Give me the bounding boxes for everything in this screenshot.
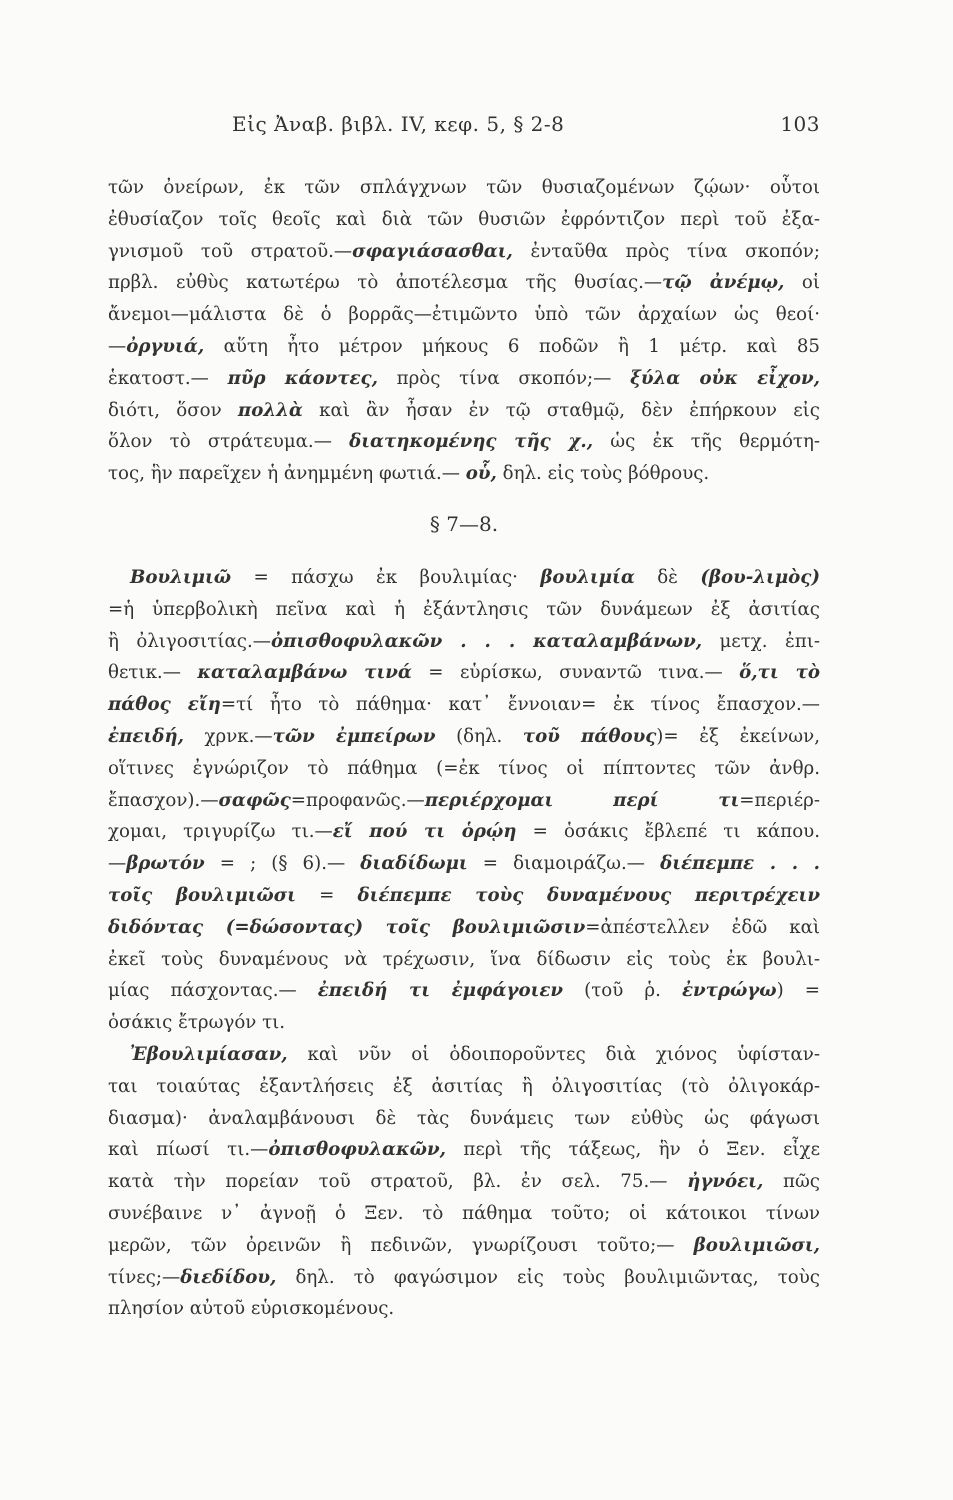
text-run: διασμα)· ἀναλαμβάνουσι δὲ τὰς δυνάμεις των εὐθὺς ὡς φάγωσι <box>108 1107 820 1129</box>
text-line <box>108 395 820 427</box>
text-line <box>108 172 820 204</box>
text-run: )= ἐξ ἐκείνων, <box>656 725 820 747</box>
text-run: = ; (§ 6).— <box>204 853 361 875</box>
text-run: — <box>108 853 127 875</box>
lemma-term: καταλαμβάνω τινά <box>197 662 412 684</box>
text-line <box>108 848 820 880</box>
lemma-term: εἴ πού τι ὁρῴη <box>332 821 517 843</box>
text-run: χρνκ.— <box>183 725 273 747</box>
text-run: θετικ.— <box>108 662 198 684</box>
lemma-term: τοῖς βουλιμιῶσι <box>108 884 296 906</box>
text-run: συνέβαινε ν᾽ ἀγνοῇ ὁ Ξεν. τὸ πάθημα τοῦτο; οἱ κάτοικοι τίνων <box>108 1202 820 1224</box>
text-run: πρὸς τίνα σκοπόν;— <box>377 367 631 389</box>
lemma-term: βουλιμιῶσι, <box>693 1234 820 1256</box>
lemma-term: διδόντας (=δώσοντας) τοῖς βουλιμιῶσιν <box>108 916 586 938</box>
text-run: — <box>108 335 127 357</box>
text-line <box>108 1230 820 1262</box>
text-run: τίνες;— <box>108 1266 181 1288</box>
text-run: καὶ πίωσί τι.— <box>108 1139 269 1161</box>
lemma-term: βουλιμία <box>540 566 635 588</box>
page-number: 103 <box>780 112 820 136</box>
text-run: ἔπασχον).— <box>108 789 219 811</box>
lemma-term: ξύλα οὐκ εἶχον, <box>630 367 820 389</box>
text-run: ἐθυσίαζον τοῖς θεοῖς καὶ διὰ τῶν θυσιῶν ἐφρόντιζον περὶ τοῦ ἐξα- <box>108 208 820 230</box>
lemma-term: ὅ,τι τὸ <box>739 662 821 684</box>
text-line <box>108 236 820 268</box>
lemma-term: τῶν ἐμπείρων <box>272 725 436 747</box>
text-line <box>108 1071 820 1103</box>
text-run: =τί ἦτο τὸ πάθημα· κατ᾽ ἔννοιαν= ἐκ τίνος ἔπασχον.— <box>220 694 820 716</box>
text-run: πρβλ. εὐθὺς κατωτέρω τὸ ἀποτέλεσμα τῆς θυσίας.— <box>108 272 663 294</box>
text-line <box>108 1134 820 1166</box>
text-line <box>108 562 820 594</box>
lemma-term: τοῦ πάθους <box>522 725 657 747</box>
text-line <box>108 267 820 299</box>
lemma-term: τῷ ἀνέμῳ, <box>662 272 785 294</box>
text-run: γνισμοῦ τοῦ στρατοῦ.— <box>108 240 353 262</box>
text-run: διότι, ὅσον <box>108 399 238 421</box>
paragraph-commentary-3 <box>108 1039 820 1325</box>
lemma-term: ὀργυιά, <box>126 335 205 357</box>
text-run: οἵτινες ἐγνώριζον τὸ πάθημα (=ἐκ τίνος οἱ πίπτοντες τῶν ἀνθρ. <box>108 757 820 779</box>
text-line <box>108 626 820 658</box>
text-run: ἐνταῦθα πρὸς τίνα σκοπόν; <box>512 240 820 262</box>
paragraph-commentary-1 <box>108 172 820 490</box>
lemma-term: (βου-λιμὸς) <box>700 566 820 588</box>
text-line <box>108 1198 820 1230</box>
text-run: =ἀπέστελλεν ἐδῶ καὶ <box>585 916 820 938</box>
text-run: ὡς ἐκ τῆς θερμότη- <box>593 431 821 453</box>
text-line <box>108 204 820 236</box>
text-run: =ἡ ὑπερβολικὴ πεῖνα καὶ ἡ ἐξάντλησις τῶν δυνάμεων ἐξ ἀσιτίας <box>108 598 820 620</box>
lemma-term: διεδίδου, <box>180 1266 277 1288</box>
text-run: ὅλον τὸ στράτευμα.— <box>108 431 350 453</box>
text-run: οἱ <box>784 272 820 294</box>
text-run: καὶ νῦν οἱ ὁδοιποροῦντες διὰ χιόνος ὑφίσταν- <box>287 1043 820 1065</box>
lemma-term: διαδίδωμι <box>360 853 468 875</box>
text-run: δηλ. εἰς τοὺς βόθρους. <box>496 463 710 485</box>
text-run: ὁσάκις ἔτρωγόν τι. <box>108 1012 286 1034</box>
text-line <box>108 594 820 626</box>
text-run: (δηλ. <box>435 725 523 747</box>
lemma-term: οὗ, <box>465 463 497 485</box>
text-run: δὲ <box>634 566 701 588</box>
text-line <box>108 657 820 689</box>
text-run: ἐκεῖ τοὺς δυναμένους νὰ τρέχωσιν, ἵνα δίδωσιν εἰς τοὺς ἐκ βουλι- <box>108 948 820 970</box>
text-run: πῶς <box>763 1171 820 1193</box>
lemma-term: Βουλιμιῶ <box>130 566 232 588</box>
lemma-term: διέπεμπε τοὺς δυναμένους περιτρέχειν <box>357 884 820 906</box>
text-run: τῶν ὀνείρων, ἐκ τῶν σπλάγχνων τῶν θυσιαζομένων ζῴων· οὗτοι <box>108 177 820 198</box>
paragraph-commentary-2 <box>108 562 820 1039</box>
text-run: τος, ἣν παρεῖχεν ἡ ἀνημμένη φωτιά.— <box>108 463 466 485</box>
lemma-term: σφαγιάσασθαι, <box>352 240 513 262</box>
text-line <box>108 689 820 721</box>
lemma-term: ὀπισθοφυλακῶν . . . καταλαμβάνων, <box>270 630 703 652</box>
lemma-term: ἐπειδή τι ἐμφάγοιεν <box>317 980 564 1002</box>
text-line <box>108 331 820 363</box>
text-line <box>108 721 820 753</box>
text-line <box>108 426 820 458</box>
text-run: πλησίον αὐτοῦ εὑρισκομένους. <box>108 1298 395 1320</box>
text-run: = πάσχω ἐκ βουλιμίας· <box>231 566 541 588</box>
body-text <box>108 172 820 1325</box>
lemma-term: βρωτόν <box>126 853 205 875</box>
lemma-term: πάθος εἴη <box>108 694 221 716</box>
text-run: κατὰ τὴν πορείαν τοῦ στρατοῦ, βλ. ἐν σελ. 75.— <box>108 1171 688 1193</box>
text-line <box>108 1166 820 1198</box>
text-line <box>108 944 820 976</box>
text-run: =προφανῶς.— <box>290 789 425 811</box>
text-run: = ὁσάκις ἔβλεπέ τι κάπου. <box>516 821 820 843</box>
text-run: χομαι, τριγυρίζω τι.— <box>108 821 333 843</box>
lemma-term: σαφῶς <box>218 789 291 811</box>
text-run: ἄνεμοι—μάλιστα δὲ ὁ βορρᾶς—ἐτιμῶντο ὑπὸ τῶν ἀρχαίων ὡς θεοί· <box>108 304 820 326</box>
lemma-term: ἐπειδή, <box>108 725 184 747</box>
text-line <box>108 816 820 848</box>
text-line <box>108 458 820 490</box>
text-line <box>108 785 820 817</box>
text-line <box>108 1262 820 1294</box>
text-run: ται τοιαύτας ἐξαντλήσεις ἐξ ἀσιτίας ἢ ὀλιγοσιτίας (τὸ ὀλιγοκάρ- <box>108 1075 820 1097</box>
text-run: δηλ. τὸ φαγώσιμον εἰς τοὺς βουλιμιῶντας, τοὺς <box>276 1266 820 1288</box>
text-line <box>108 363 820 395</box>
text-line <box>108 975 820 1007</box>
text-run: καὶ ἂν ἦσαν ἐν τῷ σταθμῷ, δὲν ἐπήρκουν εἰς <box>302 399 820 421</box>
text-run: =περιέρ- <box>739 789 820 811</box>
lemma-term: Ἐβουλιμίασαν, <box>130 1043 288 1065</box>
section-heading: § 7—8. <box>429 511 499 536</box>
text-line <box>108 1039 820 1071</box>
text-run: ἑκατοστ.— <box>108 367 228 389</box>
text-run: αὕτη ἦτο μέτρον μήκους 6 ποδῶν ἢ 1 μέτρ. καὶ 85 <box>204 335 820 357</box>
text-run: περὶ τῆς τάξεως, ἣν ὁ Ξεν. εἶχε <box>445 1139 820 1161</box>
lemma-term: περιέρχομαι περί τι <box>424 789 740 811</box>
text-run: μίας πάσχοντας.— <box>108 980 318 1002</box>
running-title: Εἰς Ἀναβ. βιβλ. IV, κεφ. 5, § 2-8 <box>232 112 565 136</box>
text-line <box>108 912 820 944</box>
lemma-term: διέπεμπε . . . <box>660 853 820 875</box>
text-line <box>108 1103 820 1135</box>
text-line <box>108 299 820 331</box>
text-line <box>108 1293 820 1325</box>
text-line <box>108 753 820 785</box>
lemma-term: ἠγνόει, <box>687 1171 764 1193</box>
text-line <box>108 880 820 912</box>
text-run: ἢ ὀλιγοσιτίας.— <box>108 630 271 652</box>
lemma-term: ἐντρώγω <box>681 980 777 1002</box>
lemma-term: διατηκομένης τῆς χ., <box>349 431 594 453</box>
text-run: = διαμοιράζω.— <box>467 853 661 875</box>
lemma-term: ὀπισθοφυλακῶν, <box>268 1139 446 1161</box>
text-run: (τοῦ ῥ. <box>563 980 682 1002</box>
text-run: = <box>295 884 358 906</box>
text-run: μερῶν, τῶν ὀρεινῶν ἢ πεδινῶν, γνωρίζουσι τοῦτο;— <box>108 1234 694 1256</box>
text-run: μετχ. ἐπι- <box>702 630 820 652</box>
text-run: = εὑρίσκω, συναντῶ τινα.— <box>411 662 740 684</box>
lemma-term: πῦρ κάοντες, <box>227 367 378 389</box>
lemma-term: πολλὰ <box>237 399 303 421</box>
text-line <box>108 1007 820 1039</box>
text-run: ) = <box>776 980 821 1002</box>
